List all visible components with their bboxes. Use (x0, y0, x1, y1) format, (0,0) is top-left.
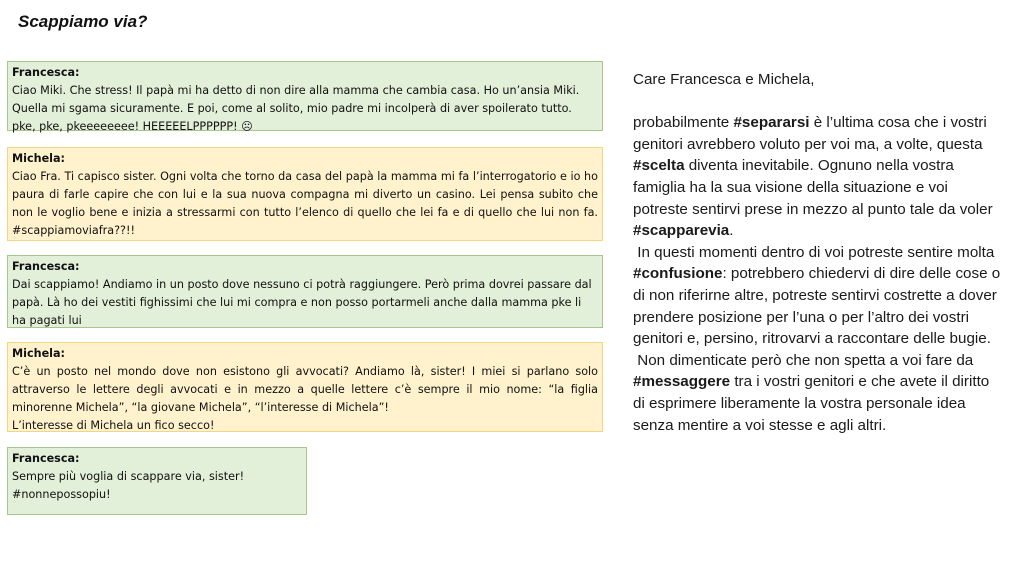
chat-message-francesca-1 (7, 61, 603, 131)
chat-message-michela-2 (7, 342, 603, 432)
letter-paragraph-1 (633, 112, 1003, 242)
letter-greeting: Care Francesca e Michela, (633, 71, 815, 88)
speaker-name: Michela: (12, 347, 66, 360)
advice-letter (633, 69, 1003, 436)
message-text: Ciao Fra. Ti capisco sister. Ogni volta che torno da casa del papà la mamma mi fa l’interrogatorio e io ho paura di farle capire che con lui e la sua nuova compagna mi diverto un casino. Lei pensa subito che non le voglio bene e inizia a stressarmi con tutto l’elenco di quello che lei fa e di quello che lui non fa. #scappiamoviafra??!! (12, 170, 598, 237)
slide-title: Scappiamo via? (18, 12, 148, 31)
chat-message-michela-1 (7, 147, 603, 241)
text-run: probabilmente (633, 114, 734, 132)
hashtag-scapparevia: #scapparevia (633, 222, 730, 240)
text-run: tra i vostri genitori e che avete il diritto di esprimere liberamente la vostra personale idea senza mentire a voi stesse e agli altri. (633, 373, 990, 434)
speaker-name: Michela: (12, 152, 66, 165)
hashtag-messaggere: #messaggere (633, 373, 731, 391)
hashtag-scelta: #scelta (633, 157, 685, 175)
message-text: Dai scappiamo! Andiamo in un posto dove nessuno ci potrà raggiungere. Però prima dovrei passare dal papà. Là ho dei vestiti fighissimi che lui mi compra e non posso portarmeli anche dalla mamma pke li ha pagati lui (12, 278, 592, 327)
hashtag-separarsi: #separarsi (733, 114, 810, 132)
message-text: C’è un posto nel mondo dove non esistono gli avvocati? Andiamo là, sister! I miei si parlano solo attraverso le lettere degli avvocati e in mezzo a quelle lettere c’è sempre il mio nome: “la figlia minorenne Michela”, “la giovane Michela”, “l’interesse di Michela”! L’interesse di Michela un fico secco! (12, 365, 598, 432)
speaker-name: Francesca: (12, 260, 80, 273)
text-run: è l’ultima cosa che i vostri genitori avrebbero voluto per voi ma, a volte, questa (633, 114, 987, 153)
letter-paragraph-2 (633, 242, 1003, 350)
text-run: : potrebbero chiedervi di dire delle cose o di non riferirne altre, potreste sentirvi costrette a dover prendere posizione per l’una o per l’altro dei vostri genitori e, persino, ritrovarvi a raccontare delle bugie. (633, 265, 1001, 348)
text-run: diventa inevitabile. Ognuno nella vostra famiglia ha la sua visione della situazione e voi potreste sentirvi prese in mezzo al punto tale da voler (633, 157, 993, 218)
chat-message-francesca-3 (7, 447, 307, 515)
message-text: Ciao Miki. Che stress! Il papà mi ha detto di non dire alla mamma che cambia casa. Ho un’ansia Miki. Quella mi sgama sicuramente. E poi, come al solito, mio padre mi incolperà di aver spoilerato tutto. pke, pke, pkeeeeeeee! HEEEEELPPPPPP! ☹ (12, 84, 580, 133)
text-run: Non dimenticate però che non spetta a voi fare da (633, 351, 978, 369)
hashtag-confusione: #confusione (633, 265, 723, 283)
letter-paragraph-3 (633, 350, 1003, 436)
speaker-name: Francesca: (12, 452, 80, 465)
text-run: In questi momenti dentro di voi potreste sentire molta (633, 243, 999, 261)
text-run: . (729, 222, 734, 240)
speaker-name: Francesca: (12, 66, 80, 79)
message-text: Sempre più voglia di scappare via, sister! #nonnepossopiu! (12, 470, 245, 501)
chat-message-francesca-2 (7, 255, 603, 328)
